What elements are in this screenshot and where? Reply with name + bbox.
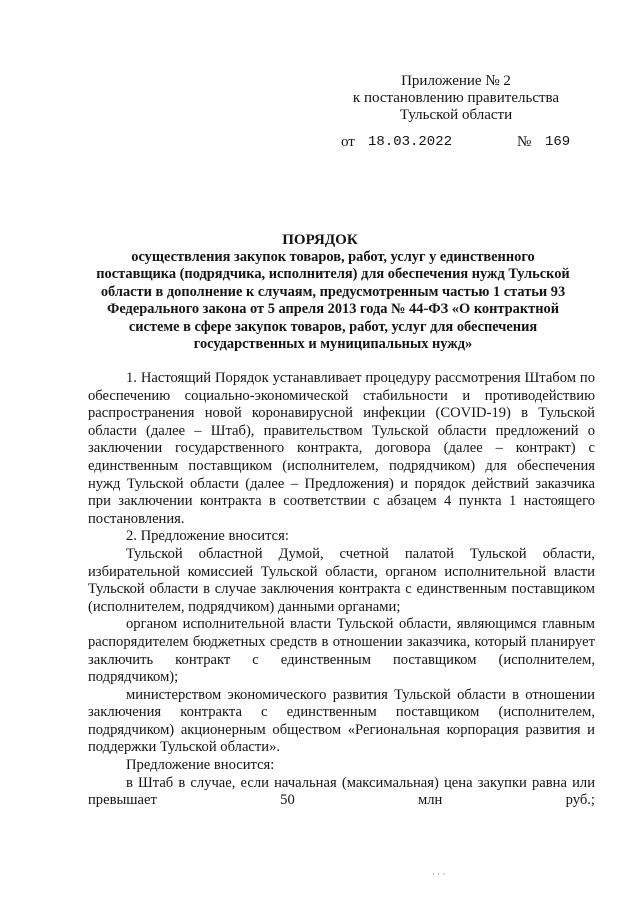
paragraph: Тульской областной Думой, счетной палатой Тульской области, избирательной комиссией Тульской области, органом исполнительной власти Тульской области в случае заключения контракта с единственным поставщиком (исполнителем, подрядчиком) данными органами; [88,545,595,615]
document-body [88,370,595,810]
appendix-block [336,73,576,124]
paragraph: министерством экономического развития Тульской области в отношении заключения контракта с единственным поставщиком (исполнителем, подрядчиком) акционерным обществом «Региональная корпорация развития и поддержки Тульской области». [88,686,595,756]
appendix-line: к постановлению правительства [352,90,560,106]
document-title: ПОРЯДОК [282,232,358,248]
paragraph: органом исполнительной власти Тульской области, являющимся главным распорядителем бюджетных средств в отношении заказчика, который планирует заключить контракт с единственным поставщиком (исполнителем, подрядчиком); [88,616,595,686]
paragraph: 2. Предложение вносится: [126,528,289,545]
paragraph: в Штаб в случае, если начальная (максимальная) цена закупки равна или превышает 50 млн руб.; [88,774,595,809]
document-subtitle: осуществления закупок товаров, работ, услуг у единственного поставщика (подрядчика, исполнителя) для обеспечения нужд Тульской области в дополнение к случаям, предусмотренным частью 1 статьи 93 Федерального закона от 5 апреля 2013 года № 44-ФЗ «О контрактной системе в сфере закупок товаров, работ, услуг для обеспечения государственных и муниципальных нужд» [96,249,570,353]
paragraph: 1. Настоящий Порядок устанавливает процедуру рассмотрения Штабом по обеспечению социально-экономической стабильности и противодействию распространения новой коронавирусной инфекции (COVID-19) в Тульской области (далее – Штаб), правительством Тульской области предложений о заключении государственного контракта, договора (далее – контракт) с единственным поставщиком (исполнителем, подрядчиком) для обеспечения нужд Тульской области (далее – Предложения) и порядок действий заказчика при заключении контракта в соответствии с абзацем 4 пункта 1 настоящего постановления. [88,370,595,527]
decree-date: 18.03.2022 [368,134,453,150]
scan-mark: · · · [432,869,446,879]
date-prefix: от [341,134,355,150]
paragraph: Предложение вносится: [126,757,275,774]
appendix-line: Приложение № 2 [401,73,511,89]
appendix-line: Тульской области [399,107,513,123]
number-label: № [517,134,532,150]
decree-number: 169 [545,134,571,150]
registration-line [341,134,571,151]
